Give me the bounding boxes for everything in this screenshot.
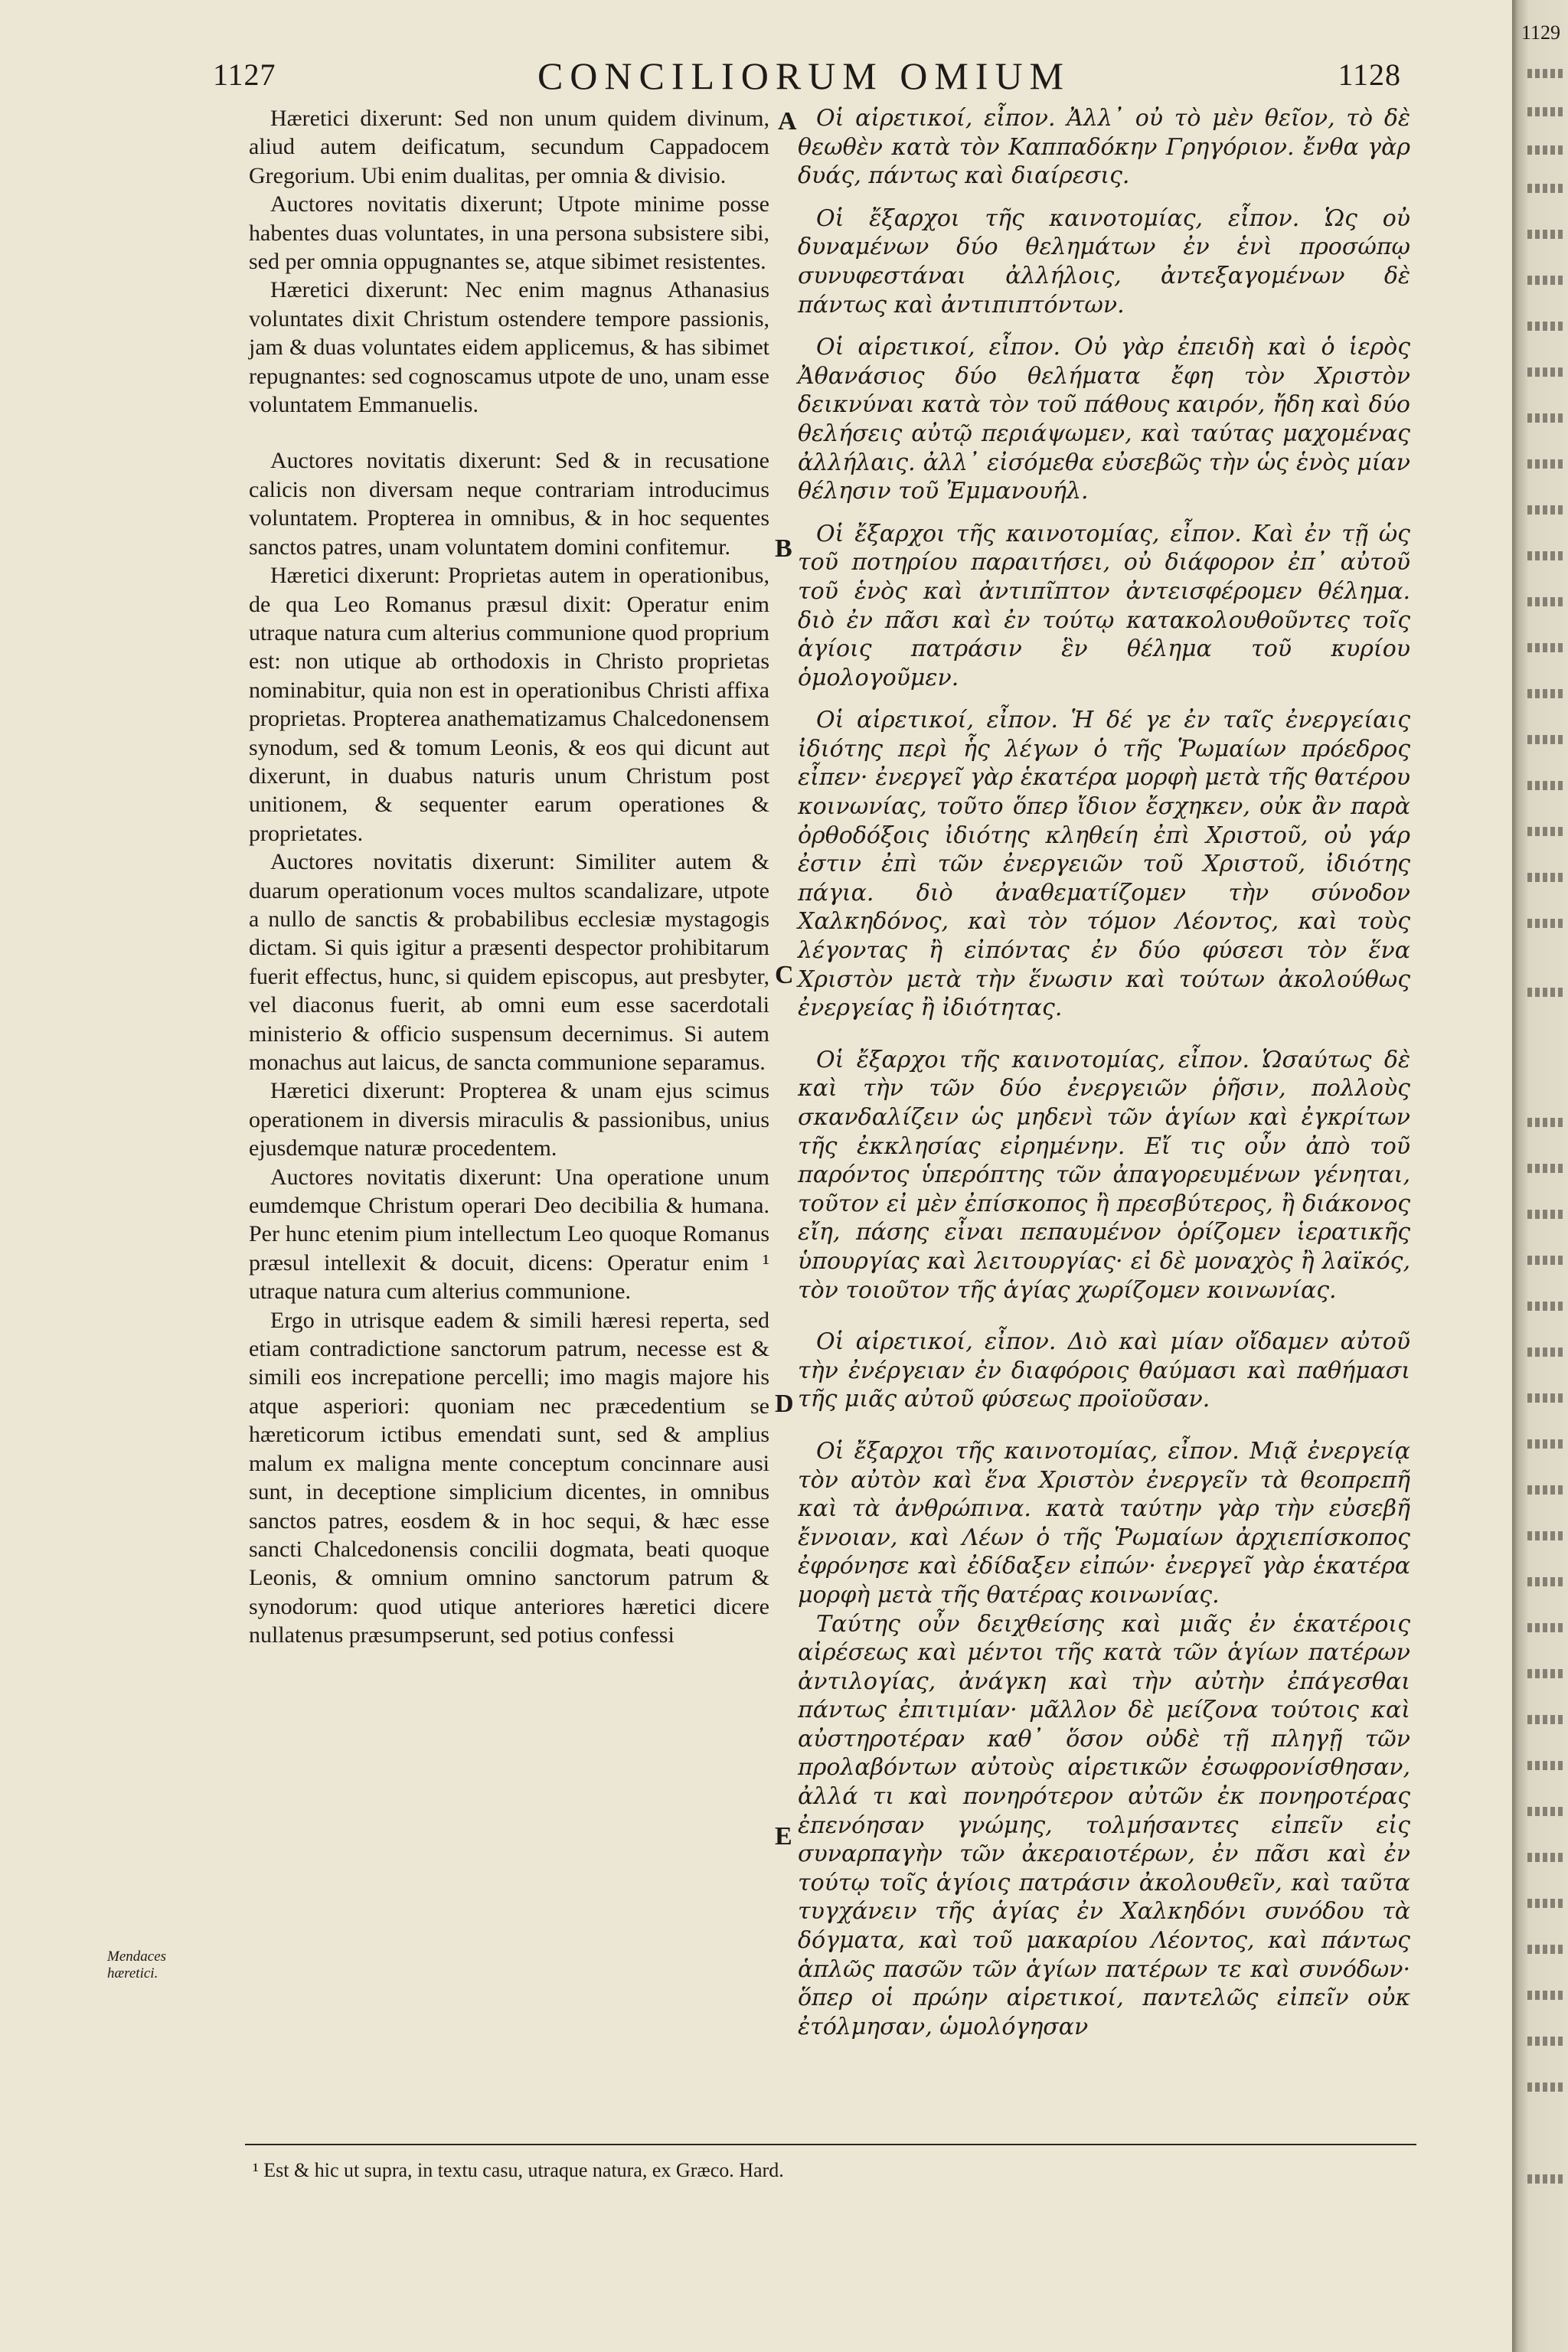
next-page-text-line bbox=[1527, 1853, 1564, 1862]
next-page-text-line bbox=[1527, 322, 1564, 331]
next-page-text-line bbox=[1527, 368, 1564, 377]
next-page-text-line bbox=[1527, 1761, 1564, 1770]
next-page-text-line bbox=[1527, 459, 1564, 469]
next-page-number: 1129 bbox=[1521, 21, 1561, 44]
next-page-text-line bbox=[1527, 2174, 1564, 2184]
next-page-text-line bbox=[1527, 1164, 1564, 1173]
latin-column bbox=[249, 104, 769, 1650]
next-page-text-line bbox=[1527, 1945, 1564, 1954]
latin-paragraph: Auctores novitatis dixerunt: Una operatione unum eumdemque Christum operari Deo decibilia & humana. Per hunc etenim pium intellectum Leo quoque Romanus præsul intellexit & docuit, dicens: Operatur enim ¹ utraque natura cum alterius communione. bbox=[249, 1164, 769, 1305]
margin-note: Mendaces hæretici. bbox=[107, 1949, 167, 1981]
section-marker-b: B bbox=[775, 534, 792, 563]
latin-paragraph: Auctores novitatis dixerunt: Sed & in recusatione calicis non diversam neque contrariam introducimus voluntatem. Propterea in omnibus, & in hoc sequentes sanctos patres, unam voluntatem domini confitemur. bbox=[249, 448, 769, 560]
greek-paragraph: Οἱ αἱρετικοί, εἶπον. Οὐ γὰρ ἐπειδὴ καὶ ὁ ἱερὸς Ἀθανάσιος δύο θελήματα ἔφη τὸν Χριστὸν δεικνύναι κατὰ τὸν τοῦ πάθους καιρόν, ἤδη καὶ δύο θελήσεις αὐτῷ περιάψωμεν, καὶ ταύτας μαχομένας ἀλλήλαις. ἀλλ᾽ εἰσόμεθα εὐσεβῶς τὴν ὡς ἑνὸς μίαν θέλησιν τοῦ Ἐμμανουήλ. bbox=[798, 334, 1410, 505]
next-page-text-line bbox=[1527, 2082, 1564, 2092]
latin-paragraph: Ergo in utrisque eadem & simili hæresi reperta, sed etiam contradictione sanctorum patrum, necesse est & simili eos increpatione percelli; imo magis majore his atque asperiori: quoniam nec præcedentium se hæreticorum ictibus emendati sunt, sed & amplius malum ex maligna mente conceptum concinnare ausi sunt, in deceptione simplicium dicentes, in omnibus sanctos patres, eosdem & in hoc sequi, & hæc esse sancti Chalcedonensis concilii dogmata, beati quoque Leonis, & omnium omnino sanctorum patrum & synodorum: quod utique anteriores hæretici dicere nullatenus præsumpserunt, sed potius confessi bbox=[249, 1307, 769, 1648]
running-title: CONCILIORUM OMIUM bbox=[537, 54, 1071, 97]
footnote-rule bbox=[245, 2144, 1416, 2145]
next-page-text-line bbox=[1527, 505, 1564, 514]
next-page-text-line bbox=[1527, 145, 1564, 155]
next-page-text-line bbox=[1527, 919, 1564, 928]
next-page-text-line bbox=[1527, 781, 1564, 790]
next-page-text-line bbox=[1527, 643, 1564, 652]
next-page-text-line bbox=[1527, 689, 1564, 698]
latin-paragraph: Hæretici dixerunt: Nec enim magnus Athanasius voluntates dixit Christum ostendere tempore passionis, jam & duas voluntates eidem applicemus, & has sibimet repugnantes: sed cognoscamus utpote de uno, unam esse voluntatem Emmanuelis. bbox=[249, 277, 769, 418]
next-page-text-line bbox=[1527, 1210, 1564, 1219]
left-page-number: 1127 bbox=[213, 57, 276, 92]
next-page-text-line bbox=[1527, 827, 1564, 836]
next-page-text-line bbox=[1527, 1393, 1564, 1403]
latin-paragraph: Auctores novitatis dixerunt; Utpote minime posse habentes duas voluntates, in una persona subsistere sibi, sed per omnia oppugnantes se, atque sibimet resistentes. bbox=[249, 191, 769, 275]
next-page-text-line bbox=[1527, 1348, 1564, 1357]
next-page-text-line bbox=[1527, 1899, 1564, 1908]
greek-column bbox=[798, 104, 1410, 2041]
footnote: ¹ Est & hic ut supra, in textu casu, utraque natura, ex Græco. Hard. bbox=[253, 2159, 784, 2181]
greek-paragraph: Οἱ ἔξαρχοι τῆς καινοτομίας, εἶπον. Ὡς οὐ δυναμένων δύο θελημάτων ἐν ἑνὶ προσώπῳ συνυφεστάναι ἀλλήλοις, ἀντεξαγομένων δὲ πάντως καὶ ἀντιπιπτόντων. bbox=[798, 204, 1410, 318]
greek-paragraph: Οἱ ἔξαρχοι τῆς καινοτομίας, εἶπον. Καὶ ἐν τῇ ὡς τοῦ ποτηρίου παραιτήσει, οὐ διάφορον ἐπ᾽ αὐτοῦ τοῦ ἑνὸς καὶ ἀντιπῖπτον ἀντεισφέρομεν θέλημα. διὸ ἐν πᾶσι καὶ ἐν τούτῳ κατακολουθοῦντες τοῖς ἁγίοις πατράσιν ἓν θέλημα τοῦ κυρίου ὁμολογοῦμεν. bbox=[798, 520, 1410, 691]
latin-paragraph: Hæretici dixerunt: Propterea & unam ejus scimus operationem in diversis miraculis & passionibus, unius ejusdemque naturæ procedentem. bbox=[249, 1078, 769, 1161]
next-page-text-line bbox=[1527, 184, 1564, 193]
next-page-text-line bbox=[1527, 1302, 1564, 1311]
next-page-text-line bbox=[1527, 1118, 1564, 1127]
next-page-text-line bbox=[1527, 1577, 1564, 1586]
next-page-text-line bbox=[1527, 551, 1564, 560]
next-page-text-line bbox=[1527, 1256, 1564, 1265]
next-page-edge bbox=[1512, 0, 1568, 2352]
right-page-number: 1128 bbox=[1338, 57, 1401, 92]
next-page-text-line bbox=[1527, 873, 1564, 882]
section-marker-c: C bbox=[775, 961, 794, 989]
next-page-text-line bbox=[1527, 735, 1564, 744]
next-page-text-line bbox=[1527, 69, 1564, 78]
greek-paragraph: Οἱ αἱρετικοί, εἶπον. Ἀλλ᾽ οὐ τὸ μὲν θεῖον, τὸ δὲ θεωθὲν κατὰ τὸν Καππαδόκην Γρηγόριον. ἔνθα γὰρ δυάς, πάντως καὶ διαίρεσις. bbox=[798, 105, 1410, 190]
next-page-text-line bbox=[1527, 2037, 1564, 2046]
greek-paragraph: Οἱ ἔξαρχοι τῆς καινοτομίας, εἶπον. Μιᾷ ἐνεργείᾳ τὸν αὐτὸν καὶ ἕνα Χριστὸν ἐνεργεῖν τὰ θεοπρεπῆ καὶ τὰ ἀνθρώπινα. κατὰ ταύτην γὰρ τὴν εὐσεβῆ ἔννοιαν, καὶ Λέων ὁ τῆς Ῥωμαίων ἀρχιεπίσκοπος ἐφρόνησε καὶ ἐδίδαξεν εἰπών· ἐνεργεῖ γὰρ ἑκατέρα μορφὴ μετὰ τῆς θατέρας κοινωνίας. bbox=[798, 1437, 1410, 1609]
latin-paragraph: Hæretici dixerunt: Proprietas autem in operationibus, de qua Leo Romanus præsul dixit: Operatur enim utraque natura cum alterius communione quod proprium est: non utique ab orthodoxis in Christo proprietas nominabitur, quia non est in operationibus Christi affixa proprietas. Propterea anathematizamus Chalcedonensem synodum, sed & tomum Leonis, & eos qui dicunt aut dixerunt, in duabus naturis unum Christum post unitionem, & sequenter earum operationes & proprietates. bbox=[249, 563, 769, 846]
next-page-text-line bbox=[1527, 1715, 1564, 1724]
section-marker-a: A bbox=[778, 107, 797, 136]
section-marker-d: D bbox=[775, 1390, 794, 1418]
next-page-text-line bbox=[1527, 988, 1564, 997]
next-page-text-line bbox=[1527, 1807, 1564, 1816]
section-marker-e: E bbox=[775, 1822, 792, 1851]
next-page-text-line bbox=[1527, 1623, 1564, 1632]
next-page-text-line bbox=[1527, 230, 1564, 239]
next-page-text-line bbox=[1527, 276, 1564, 285]
next-page-text-line bbox=[1527, 1531, 1564, 1540]
next-page-text-line bbox=[1527, 107, 1564, 116]
next-page-text-line bbox=[1527, 413, 1564, 423]
next-page-text-line bbox=[1527, 1991, 1564, 2000]
latin-paragraph: Auctores novitatis dixerunt: Similiter autem & duarum operationum voces multos scandalizare, utpote a nullo de sanctis & probabilibus ecclesiæ mystagogis dictam. Si quis igitur a præsenti despector prohibitarum fuerit effectus, hunc, si quidem episcopus, aut presbyter, vel diaconus fuerit, ab omni eum esse sacerdotali ministerio & officio suspensum decernimus. Si autem monachus aut laicus, de sancta communione separamus. bbox=[249, 849, 769, 1075]
greek-paragraph: Οἱ ἔξαρχοι τῆς καινοτομίας, εἶπον. Ὡσαύτως δὲ καὶ τὴν τῶν δύο ἐνεργειῶν ῥῆσιν, πολλοὺς σκανδαλίζειν ὡς μηδενὶ τῶν ἁγίων καὶ ἐγκρίτων τῆς ἐκκλησίας εἰρημένην. Εἴ τις οὖν ἀπὸ τοῦ παρόντος ὑπερόπτης τῶν ἀπαγορευμένων γένηται, τοῦτον εἰ μὲν ἐπίσκοπος ἢ πρεσβύτερος, ἢ διάκονος εἴη, πάσης εἶναι πεπαυμένον ὁρίζομεν ἱερατικῆς ὑπουργίας καὶ λειτουργίας· εἰ δὲ μοναχὸς ἢ λαϊκός, τὸν τοιοῦτον τῆς ἁγίας χωρίζομεν κοινωνίας. bbox=[798, 1046, 1410, 1304]
next-page-text-line bbox=[1527, 1485, 1564, 1494]
latin-paragraph: Hæretici dixerunt: Sed non unum quidem divinum, aliud autem deificatum, secundum Cappadocem Gregorium. Ubi enim dualitas, per omnia & divisio. bbox=[249, 106, 769, 188]
greek-paragraph: Οἱ αἱρετικοί, εἶπον. Ἡ δέ γε ἐν ταῖς ἐνεργείαις ἰδιότης περὶ ἧς λέγων ὁ τῆς Ῥωμαίων πρόεδρος εἶπεν· ἐνεργεῖ γὰρ ἑκατέρα μορφὴ μετὰ τῆς θατέρου κοινωνίας, τοῦτο ὅπερ ἴδιον ἔσχηκεν, οὐκ ἂν παρὰ ὀρθοδόξοις ἰδιότης κληθείη ἐπὶ Χριστοῦ, οὐ γάρ ἐστιν ἐπὶ τῶν ἐνεργειῶν τοῦ Χριστοῦ, ἰδιότης πάγια. διὸ ἀναθεματίζομεν τὴν σύνοδον Χαλκηδόνος, καὶ τὸν τόμον Λέοντος, καὶ τοὺς λέγοντας ἢ εἰπόντας ἐν δύο φύσεσι τὸν ἕνα Χριστὸν μετὰ τὴν ἕνωσιν καὶ τούτων ἀκολούθως ἐνεργείας ἢ ἰδιότητας. bbox=[798, 707, 1410, 1022]
next-page-text-line bbox=[1527, 1439, 1564, 1449]
next-page-text-line bbox=[1527, 597, 1564, 606]
greek-paragraph: Οἱ αἱρετικοί, εἶπον. Διὸ καὶ μίαν οἴδαμεν αὐτοῦ τὴν ἐνέργειαν ἐν διαφόροις θαύμασι καὶ παθήμασι τῆς μιᾶς αὐτοῦ φύσεως προϊοῦσαν. bbox=[798, 1328, 1410, 1413]
next-page-text-line bbox=[1527, 1669, 1564, 1678]
greek-paragraph: Ταύτης οὖν δειχθείσης καὶ μιᾶς ἐν ἑκατέροις αἱρέσεως καὶ μέντοι τῆς κατὰ τῶν ἁγίων πατέρων ἀντιλογίας, ἀνάγκη καὶ τὴν αὐτὴν ἐπάγεσθαι πάντως ἐπιτιμίαν· μᾶλλον δὲ μείζονα τούτοις καὶ αὐστηροτέραν καθ᾽ ὅσον οὐδὲ τῇ πληγῇ τῶν προλαβόντων αὐτοὺς αἱρετικῶν ἐσωφρονίσθησαν, ἀλλά τι καὶ πονηρότερον αὐτῶν ἐκ πονηροτέρας ἐπενόησαν γνώμης, τολμήσαντες εἰπεῖν εἰς συναρπαγὴν τῶν ἀκεραιοτέρων, ἐν πᾶσι καὶ ἐν τούτῳ τοῖς ἁγίοις πατράσιν ἀκολουθεῖν, καὶ ταῦτα τυγχάνειν τῆς ἁγίας ἐν Χαλκηδόνι συνόδου τὰ δόγματα, καὶ τοῦ μακαρίου Λέοντος, καὶ πάντως ἁπλῶς πασῶν τῶν ἁγίων πατέρων τε καὶ συνόδων· ὅπερ οἱ πρώην αἱρετικοί, παντελῶς εἰπεῖν οὐκ ἐτόλμησαν, ὡμολόγησαν bbox=[798, 1610, 1410, 2040]
page-header bbox=[207, 54, 1401, 107]
